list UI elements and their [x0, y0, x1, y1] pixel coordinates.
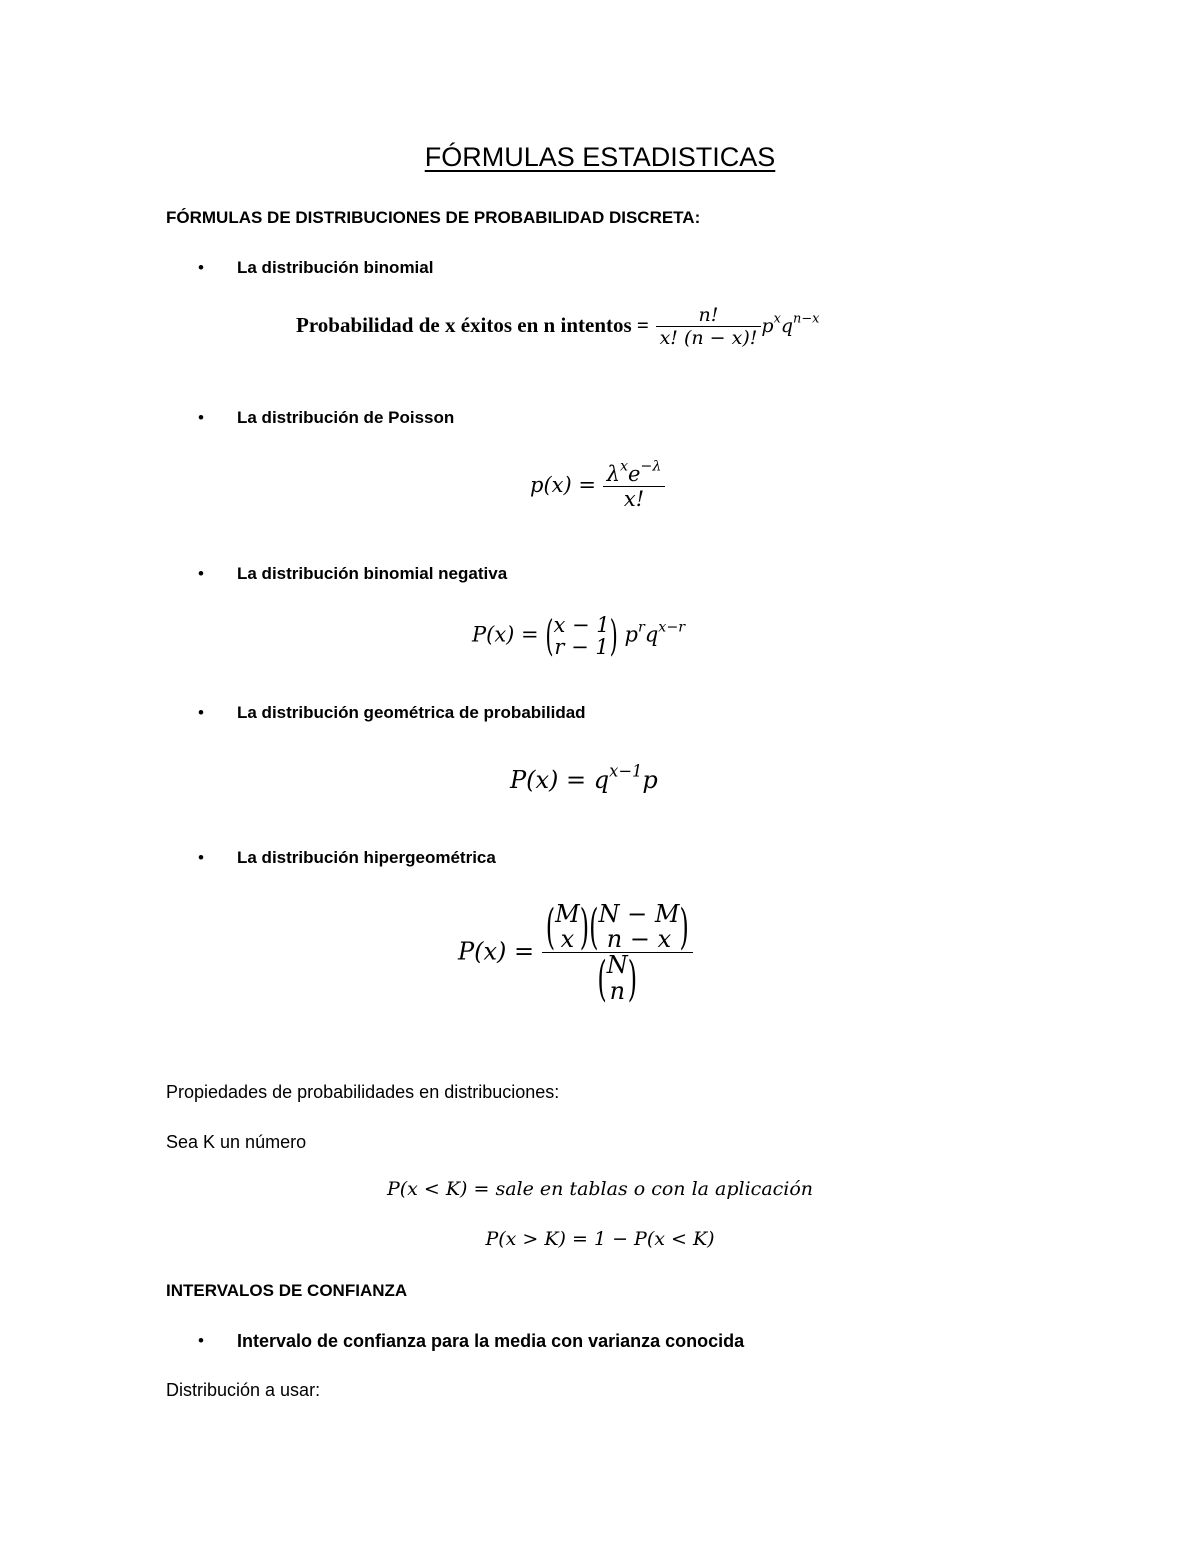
discrete-distributions-heading: FÓRMULAS DE DISTRIBUCIONES DE PROBABILIDAD DISCRETA:: [166, 208, 701, 227]
poisson-label: La distribución de Poisson: [237, 408, 455, 427]
geometric-formula: $P(x) = q^{x-1}p$: [510, 761, 658, 794]
bullet-geometric: •: [198, 703, 204, 722]
poisson-formula: p(x) = $\frac{\lambda^xe^{-\lambda}}{x!}$: [530, 462, 665, 511]
bullet-confidence-mean: •: [198, 1331, 204, 1350]
distribution-to-use-label: Distribución a usar:: [166, 1380, 321, 1400]
geometric-label: La distribución geométrica de probabilidad: [237, 703, 586, 722]
properties-intro: Sea K un número: [166, 1132, 307, 1152]
property-formula-less-than: P(x < K) = sale en tablas o con la aplicación: [386, 1178, 814, 1200]
bullet-hypergeometric: •: [198, 848, 204, 867]
properties-heading: Propiedades de probabilidades en distribuciones:: [166, 1082, 560, 1102]
bullet-negative-binomial: •: [198, 564, 204, 583]
hypergeometric-formula: P(x) = ( M x )( N − M n − x ) ( N n ): [458, 902, 693, 1004]
negative-binomial-label: La distribución binomial negativa: [237, 564, 508, 583]
binomial-lhs: Probabilidad de x éxitos en n intentos =: [296, 313, 649, 337]
confidence-intervals-heading: INTERVALOS DE CONFIANZA: [166, 1281, 408, 1300]
binomial-formula: Probabilidad de x éxitos en n intentos = $\frac{n!}{x! (n - x)!}$ $p^xq^{n-x}$: [296, 304, 820, 349]
bullet-binomial: •: [198, 258, 204, 277]
binomial-label: La distribución binomial: [237, 258, 434, 277]
property-formula-greater-than: P(x > K) = 1 − P(x < K): [485, 1228, 715, 1250]
page-title: FÓRMULAS ESTADISTICAS: [424, 142, 776, 172]
hypergeometric-label: La distribución hipergeométrica: [237, 848, 496, 867]
bullet-poisson: •: [198, 408, 204, 427]
negative-binomial-formula: P(x) = ( x − 1 r − 1 ) $p^rq^{x-r}$: [472, 612, 686, 661]
confidence-mean-label: Intervalo de confianza para la media con varianza conocida: [237, 1331, 745, 1351]
